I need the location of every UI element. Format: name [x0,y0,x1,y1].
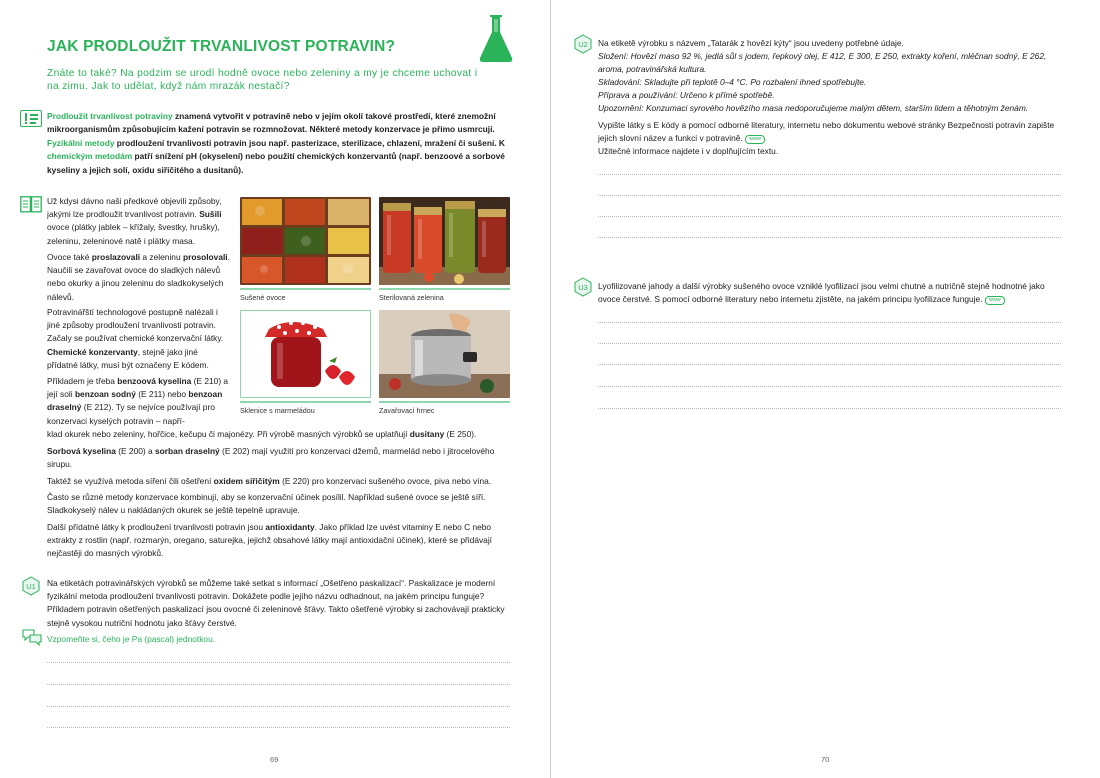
page-number: 69 [270,755,279,764]
answer-line[interactable] [47,706,510,707]
answer-line[interactable] [598,364,1061,365]
answer-line[interactable] [598,386,1061,387]
answer-line[interactable] [598,237,1061,238]
paragraph-drying: Už kdysi dávno naši předkové objevili způsoby, jakými lze prodloužit trvanlivost potravin. Sušili ovoce (plátky jablek – křížaly, švestky, hrušky), zeleninu, zeleninové natě i plátky masa. [47,196,222,246]
task-u1-badge [21,576,41,596]
caption-divider [379,401,510,403]
task-u3-text: Lyofilizované jahody a další výrobky sušeného ovoce vzniklé lyofilizací jsou velmi chutné a nutričně stejně hodnotné jako ovoce čerstvé. S pomocí odborné literatury nebo internetu zjistěte, na jakém principu lyofilizace funguje. www [598,281,1045,305]
answer-line[interactable] [598,408,1061,409]
label-composition: Složení: Hovězí maso 92 %, jedlá sůl s jodem, řepkový olej, E 412, E 300, E 250, extrakty koření, mléčnan sodný, E 262, aroma, potravinářská kultura. [598,51,1047,75]
answer-line[interactable] [47,662,510,663]
task-u2-intro: Na etiketě výrobku s názvem „Tatarák z hovězí kýty“ jsou uvedeny potřebné údaje. [598,38,904,48]
paragraph-combination: Často se různé metody konzervace kombinují, aby se konzervační účinek posílil. Například sušené ovoce se ještě síří. Sladkokyselý nálev u nakládaných okurek se ještě tepelně upravuje. [47,492,486,516]
answer-line[interactable] [598,195,1061,196]
task-u3-badge [573,277,593,297]
caption-divider [379,288,510,290]
caption-canning-pot: Zavařovací hrnec [379,406,435,415]
task-u2-instruction: Vypište látky s E kódy a pomocí odborné literatury, internetu nebo dokumentu webové stránky Bezpečnosti potravin zapište jejich slovní název a funkci v potravině. www [598,120,1055,144]
page-title: JAK PRODLOUŽIT TRVANLIVOST POTRAVIN? [47,38,396,55]
photo-preserved-vegetables [379,197,510,285]
caption-divider [240,288,371,290]
answer-line[interactable] [47,727,510,728]
photo-jam-jar [240,310,371,398]
answer-line[interactable] [598,216,1061,217]
label-warning: Upozornění: Konzumaci syrového hovězího masa nedoporučujeme malým dětem, starším lidem a těhotným ženám. [598,103,1029,113]
paragraph-benzoic: Příkladem je třeba benzoová kyselina (E 210) a její soli benzoan sodný (E 211) nebo benzoan draselný (E 212). Ty se nejvíce používají pro konzervaci kyselých potravin – napří- [47,376,229,426]
www-link-icon[interactable]: www [985,296,1005,305]
task-u2-hint: Užitečné informace najdete i v doplňujícím textu. [598,146,779,156]
key-definition-text: Prodloužit trvanlivost potraviny znamená vytvořit v potravině nebo v jejím okolí takové prostředí, které znemožní mikroorganismům způsobujícím kažení potravin se rozmnožovat. Některé metody konzervace je přímo usmrcují. Fyzikální metody prodloužení trvanlivosti potravin jsou např. pasterizace, sterilizace, chlazení, mražení či sušení. K chemickým metodám patří snížení pH (okyselení) nebo použití chemických konzervantů (např. benzoové a sorbové kyseliny a jejich solí, oxidu siřičitého a dusitanů). [47,111,505,175]
task-u1-label: U1 [26,582,36,591]
page-number: 70 [821,755,830,764]
caption-divider [240,401,371,403]
intro-text: Znáte to také? Na podzim se urodí hodně ovoce nebo zeleniny a my je chceme uchovat i na zimu. Jak to udělat, když nám mrazák nestačí? [47,68,478,92]
paragraph-sulfur: Taktéž se využívá metoda síření čili ošetření oxidem siřičitým (E 220) pro konzervaci sušeného ovoce, piva nebo vína. [47,476,492,486]
photo-canning-pot [379,310,510,398]
photo-dried-fruit [240,197,371,285]
answer-line[interactable] [598,174,1061,175]
paragraph-nitrites: klad okurek nebo zeleniny, hořčice, kečupu či majonézy. Při výrobě masných výrobků se uplatňují dusitany (E 250). [47,429,477,439]
right-page [551,0,1100,778]
paragraph-technologists: Potravinářští technologové postupně nalézali i jiné způsoby prodloužení trvanlivosti potravin. Začaly se používat chemické konzervační látky. Chemické konzervanty, stejně jako jiné přídatné látky, musí být označeny E kódem. [47,307,224,370]
answer-line[interactable] [47,684,510,685]
paragraph-sugaring: Ovoce také proslazovali a zeleninu prosolovali. Naučili se zavařovat ovoce do sladkých nálevů nebo okurky a jinou zeleninu do sladkokyselých nálevů. [47,252,230,302]
answer-line[interactable] [598,322,1061,323]
book-icon [20,196,42,213]
label-preparation: Příprava a používání: Určeno k přímé spotřebě. [598,90,775,100]
task-u3-label: U3 [578,283,588,292]
task-u1-hint: Vzpomeňte si, čeho je Pa (pascal) jednotkou. [47,634,216,644]
answer-line[interactable] [598,343,1061,344]
paragraph-sorbic: Sorbová kyselina (E 200) a sorban draselný (E 202) mají využití pro konzervaci džemů, marmelád nebo i jitrocelového sirupu. [47,446,495,470]
task-u2-label: U2 [578,40,588,49]
task-u1-text: Na etiketách potravinářských výrobků se můžeme také setkat s informací „Ošetřeno paskalizací“. Paskalizace je moderní fyzikální metoda prodloužení trvanlivosti potravin. Dokážete podle jejího názvu odhadnout, na jakém principu funguje? Příkladem potravin ošetřených paskalizací jsou ovocné či zeleninové šťávy. Takto ošetřené výrobky si zachovávají prakticky stejně vysokou nutriční hodnotu jako šťávy čerstvé. [47,578,505,628]
label-storage: Skladování: Skladujte při teplotě 0–4 °C. Po rozbalení ihned spotřebujte. [598,77,867,87]
caption-preserved-vegetables: Sterilovaná zelenina [379,293,444,302]
key-info-icon [20,110,42,127]
flask-icon [478,14,514,64]
www-link-icon[interactable]: www [745,135,765,144]
hint-speech-icon [21,628,43,646]
caption-dried-fruit: Sušené ovoce [240,293,286,302]
paragraph-antioxidants: Další přídatné látky k prodloužení trvanlivosti potravin jsou antioxidanty. Jako příklad lze uvést vitaminy E nebo C nebo extrakty z rostlin (např. rozmarýn, oregano, saturejka, jejichž obsahové látky mají antioxidační účinek), které se přidávají nejčastěji do masných výrobků. [47,522,493,559]
task-u2-badge [573,34,593,54]
caption-jam-jar: Sklenice s marmeládou [240,406,315,415]
